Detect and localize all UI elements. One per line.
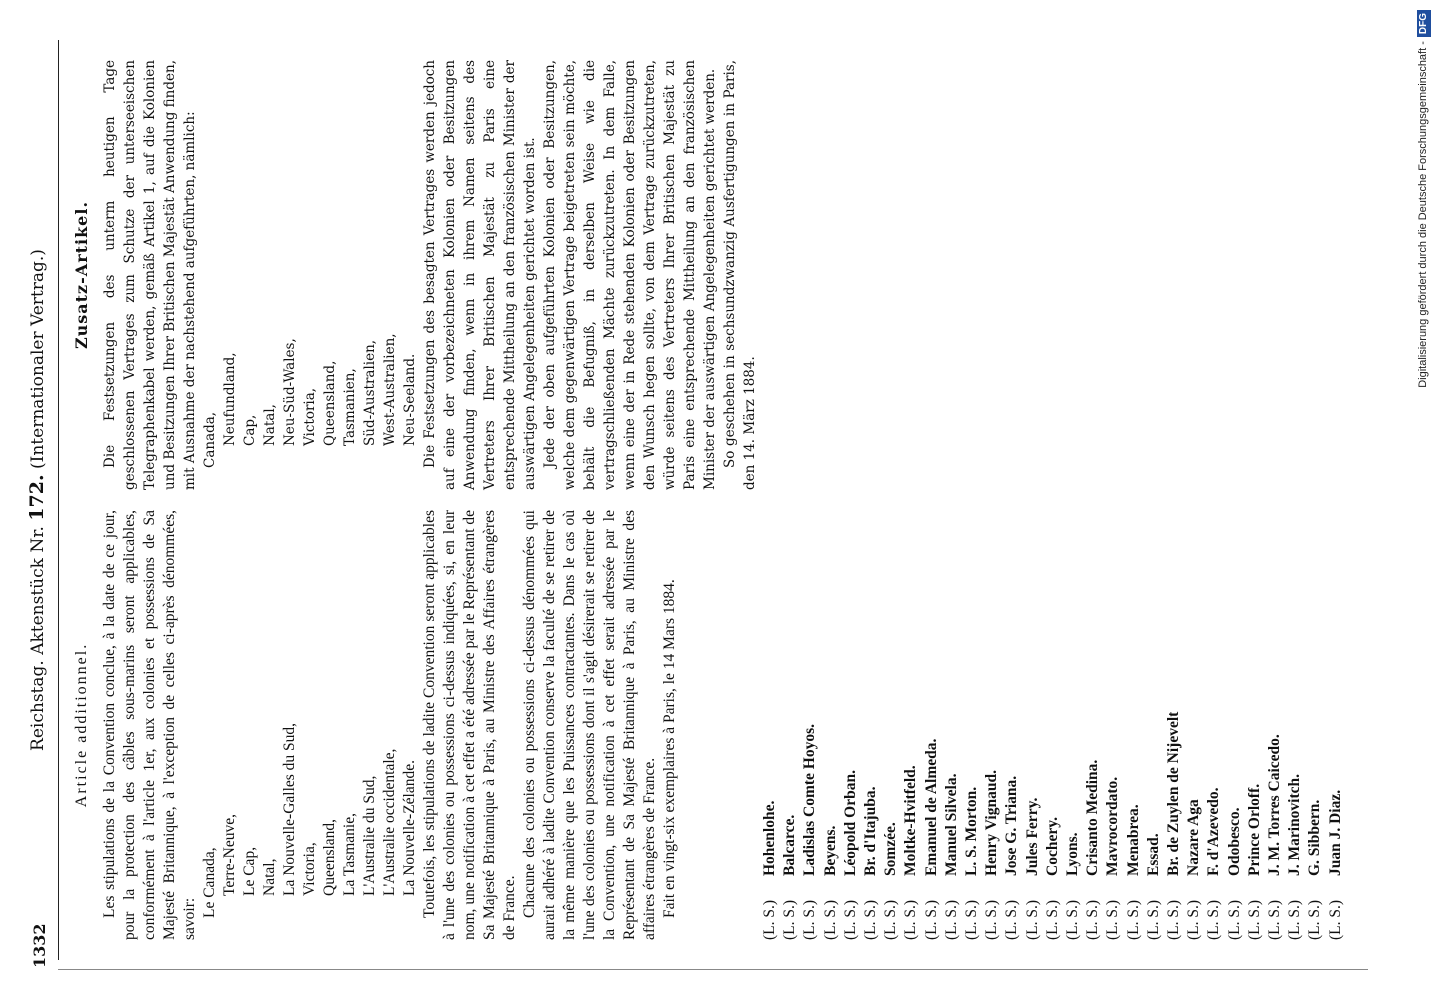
french-title: Article additionnel.	[73, 642, 90, 808]
signatory-name: Somzée.	[882, 822, 900, 876]
french-place-item: Le Cap,	[241, 846, 258, 896]
french-place-item: L'Australie du Sud,	[361, 775, 378, 896]
signature-row	[1164, 240, 1184, 940]
signatory-name: Léopold Orban.	[841, 770, 859, 876]
signatory-name: J. Marinovitch.	[1286, 773, 1304, 876]
signatory-name: Crisanto Medina.	[1084, 759, 1102, 876]
seal-mark: (L. S.)	[1165, 899, 1183, 940]
german-title: Zusatz-Artikel.	[72, 200, 91, 350]
signature-row	[1245, 240, 1265, 940]
signatory-name: Nazare Aga	[1185, 799, 1203, 876]
seal-mark: (L. S.)	[1144, 899, 1162, 940]
german-place-item: Süd-Australien,	[362, 339, 378, 446]
french-places-list	[200, 510, 420, 940]
signature-row	[780, 240, 800, 940]
french-intro: Les stipulations de la Convention conclue, à la date de ce jour, pour la protection des câbles sous-marins seront applicables, conformément à l'article 1er, aux colonies et possessions de Sa Majesté Britannique, à l'exception de celles ci-après dénommées, savoir:	[101, 510, 198, 940]
french-place-item: Terre-Neuve,	[221, 814, 238, 896]
seal-mark: (L. S.)	[922, 899, 940, 940]
signatory-name: Jules Ferry.	[1023, 797, 1041, 876]
signatory-name: J. M. Torres Caicedo.	[1266, 734, 1284, 876]
page-number: 1332	[30, 923, 49, 968]
seal-mark: (L. S.)	[1064, 899, 1082, 940]
signature-row	[1124, 240, 1144, 940]
seal-mark: (L. S.)	[761, 899, 778, 940]
signature-row	[942, 240, 962, 940]
running-head-suffix: (Internationaler Vertrag.)	[28, 249, 48, 469]
header-rule	[58, 40, 59, 960]
seal-mark: (L. S.)	[1286, 899, 1304, 940]
german-place-item: Neu-Süd-Wales,	[282, 338, 298, 446]
french-place-item: Natal,	[261, 858, 278, 896]
signature-row	[1144, 240, 1164, 940]
german-place-item: Tasmanien,	[342, 368, 358, 446]
signatory-name: Manuel Silvela.	[942, 773, 960, 876]
french-paragraph-1: Toutefois, les stipulations de ladite Convention seront applicables à l'une des colonies ou possessions ci-dessus indiquées, si, en leur nom, une notification à cet effet a été adressée par le Représentant de Sa Majesté Britannique à Paris, au Ministre des Affaires étrangères de France.	[421, 510, 518, 940]
seal-mark: (L. S.)	[882, 899, 900, 940]
signature-row	[1023, 240, 1043, 940]
signature-row	[1204, 240, 1224, 940]
signature-row	[1043, 240, 1063, 940]
signatory-name: Moltke-Hvitfeld.	[902, 765, 920, 876]
signature-row	[1002, 240, 1022, 940]
signature-row	[982, 240, 1002, 940]
seal-mark: (L. S.)	[1003, 899, 1021, 940]
signatory-name: Emanuel de Almeda.	[922, 738, 940, 876]
german-place-item: Victoria,	[302, 387, 318, 446]
signature-row	[962, 240, 982, 940]
signatory-name: Cochery.	[1043, 817, 1061, 876]
seal-mark: (L. S.)	[902, 899, 920, 940]
seal-mark: (L. S.)	[1326, 899, 1344, 940]
seal-mark: (L. S.)	[1185, 899, 1203, 940]
signature-row	[1184, 240, 1204, 940]
signatory-name: Beyens.	[821, 825, 839, 876]
seal-mark: (L. S.)	[841, 899, 859, 940]
german-place-item: Neufundland,	[222, 352, 238, 446]
margin-rule	[58, 969, 1368, 970]
signature-list	[760, 240, 1346, 940]
seal-mark: (L. S.)	[801, 899, 819, 940]
french-place-item: Queensland,	[321, 818, 338, 896]
french-closing: Fait en vingt-six exemplaires à Paris, le 14 Mars 1884.	[661, 579, 678, 918]
german-paragraph-1: Die Festsetzungen des besagten Vertrages werden jedoch auf eine der vorbezeichneten Kolonien oder Besitzungen Anwendung finden, wenn in ihrem Namen seitens des Vertreters Ihrer Britischen Majestät zu Paris eine entsprechende Mittheilung an den französischen Minister der auswärtigen Angelegenheiten gerichtet worden ist.	[422, 60, 538, 490]
seal-mark: (L. S.)	[942, 899, 960, 940]
signature-row	[1103, 240, 1123, 940]
seal-mark: (L. S.)	[1225, 899, 1243, 940]
signatory-name: F. d'Azevedo.	[1205, 787, 1223, 876]
signatory-name: Juan J. Diaz.	[1326, 789, 1344, 876]
digitization-note	[1412, 10, 1432, 990]
german-closing: So geschehen in sechsundzwanzig Ausfertigungen in Paris, den 14. März 1884.	[722, 60, 758, 490]
signatory-name: Lyons.	[1064, 832, 1082, 876]
signature-row	[861, 240, 881, 940]
seal-mark: (L. S.)	[1266, 899, 1284, 940]
seal-mark: (L. S.)	[1306, 899, 1324, 940]
seal-mark: (L. S.)	[781, 899, 799, 940]
signature-row	[1225, 240, 1245, 940]
french-paragraph-2: Chacune des colonies ou possessions ci-dessus dénommées qui aurait adhéré à ladite Convention conserve la faculté de se retirer de la même manière que les Puissances contractantes. Dans le cas où l'une des colonies ou possessions dont il s'agit désirerait se retirer de la Convention, une notification à cet effet serait adressée par le Représentant de Sa Majesté Britannique à Paris, au Ministre des affaires étrangères de France.	[521, 510, 658, 940]
running-head	[26, 0, 48, 1000]
seal-mark: (L. S.)	[1023, 899, 1041, 940]
seal-mark: (L. S.)	[1043, 899, 1061, 940]
seal-mark: (L. S.)	[1205, 899, 1223, 940]
signatory-name: Mavrocordato.	[1104, 776, 1122, 876]
signatory-name: L. S. Morton.	[963, 786, 981, 876]
german-intro: Die Festsetzungen des unterm heutigen Tage geschlossenen Vertrages zum Schutze der unterseeischen Telegraphenkabel werden, gemäß Artikel 1, auf die Kolonien und Besitzungen Ihrer Britischen Majestät Anwendung finden, mit Ausnahme der nachstehend aufgeführten, nämlich:	[102, 60, 198, 490]
dfg-logo: DFG	[1417, 10, 1431, 37]
seal-mark: (L. S.)	[1124, 899, 1142, 940]
digitization-text: Digitalisierung gefördert durch die Deutsche Forschungsgemeinschaft -	[1417, 41, 1429, 388]
french-place-item: Le Canada,	[201, 847, 218, 918]
signature-row	[1265, 240, 1285, 940]
signatory-name: Br. de Zuylen de Nijevelt	[1165, 711, 1183, 876]
signature-row	[901, 240, 921, 940]
running-head-number: 172.	[26, 474, 48, 521]
signatory-name: G. Sibbern.	[1306, 799, 1324, 876]
signatory-name: Hohenlohe.	[761, 800, 778, 876]
seal-mark: (L. S.)	[1104, 899, 1122, 940]
german-place-item: Cap,	[242, 414, 258, 446]
german-column	[72, 60, 760, 490]
german-place-item: Natal,	[262, 404, 278, 446]
french-place-item: La Nouvelle-Galles du Sud,	[281, 722, 298, 896]
signatory-name: Henry Vignaud.	[983, 770, 1001, 876]
seal-mark: (L. S.)	[862, 899, 880, 940]
french-place-item: Victoria,	[301, 842, 318, 896]
french-place-item: L'Australie occidentale,	[381, 748, 398, 896]
signatory-name: Br. d'Itajuba.	[862, 786, 880, 876]
seal-mark: (L. S.)	[1084, 899, 1102, 940]
signature-row	[760, 240, 780, 940]
french-column	[72, 510, 680, 940]
german-place-item: West-Australien,	[382, 333, 398, 446]
signature-row	[1285, 240, 1305, 940]
signature-row	[1083, 240, 1103, 940]
signature-row	[881, 240, 901, 940]
french-place-item: La Nouvelle-Zélande.	[401, 760, 418, 896]
signature-row	[841, 240, 861, 940]
signatory-name: Essad.	[1144, 833, 1162, 876]
signatory-name: Prince Orloff.	[1245, 783, 1263, 876]
running-head-prefix: Reichstag. Aktenstück Nr.	[28, 526, 48, 751]
signature-row	[1326, 240, 1346, 940]
signature-row	[1305, 240, 1325, 940]
signatory-name: Jose G. Triana.	[1003, 775, 1021, 876]
german-place-item: Canada,	[202, 411, 218, 468]
signature-row	[1063, 240, 1083, 940]
signatory-name: Odobesco.	[1225, 807, 1243, 876]
seal-mark: (L. S.)	[963, 899, 981, 940]
signature-row	[821, 240, 841, 940]
signatory-name: Balcarce.	[781, 814, 799, 876]
signatory-name: Menabrea.	[1124, 804, 1142, 876]
seal-mark: (L. S.)	[821, 899, 839, 940]
seal-mark: (L. S.)	[1245, 899, 1263, 940]
signature-row	[800, 240, 820, 940]
german-paragraph-2: Jede der oben aufgeführten Kolonien oder Besitzungen, welche dem gegenwärtigen Vertrage beigetreten sein möchte, behält die Befugniß, in derselben Weise wie die vertragschließenden Mächte zurückzutreten. In dem Falle, wenn eine der in Rede stehenden Kolonien oder Besitzungen den Wunsch hegen sollte, von dem Vertrage zurückzutreten, würde seitens des Vertreters Ihrer Britischen Majestät zu Paris eine entsprechende Mittheilung an den französischen Minister der auswärtigen Angelegenheiten gerichtet werden.	[542, 60, 718, 490]
german-places-list	[200, 60, 420, 490]
seal-mark: (L. S.)	[983, 899, 1001, 940]
signatory-name: Ladislas Comte Hoyos.	[801, 724, 819, 876]
german-place-item: Queensland,	[322, 360, 338, 446]
signature-row	[922, 240, 942, 940]
french-place-item: La Tasmanie,	[341, 813, 358, 896]
german-place-item: Neu-Seeland.	[402, 353, 418, 446]
